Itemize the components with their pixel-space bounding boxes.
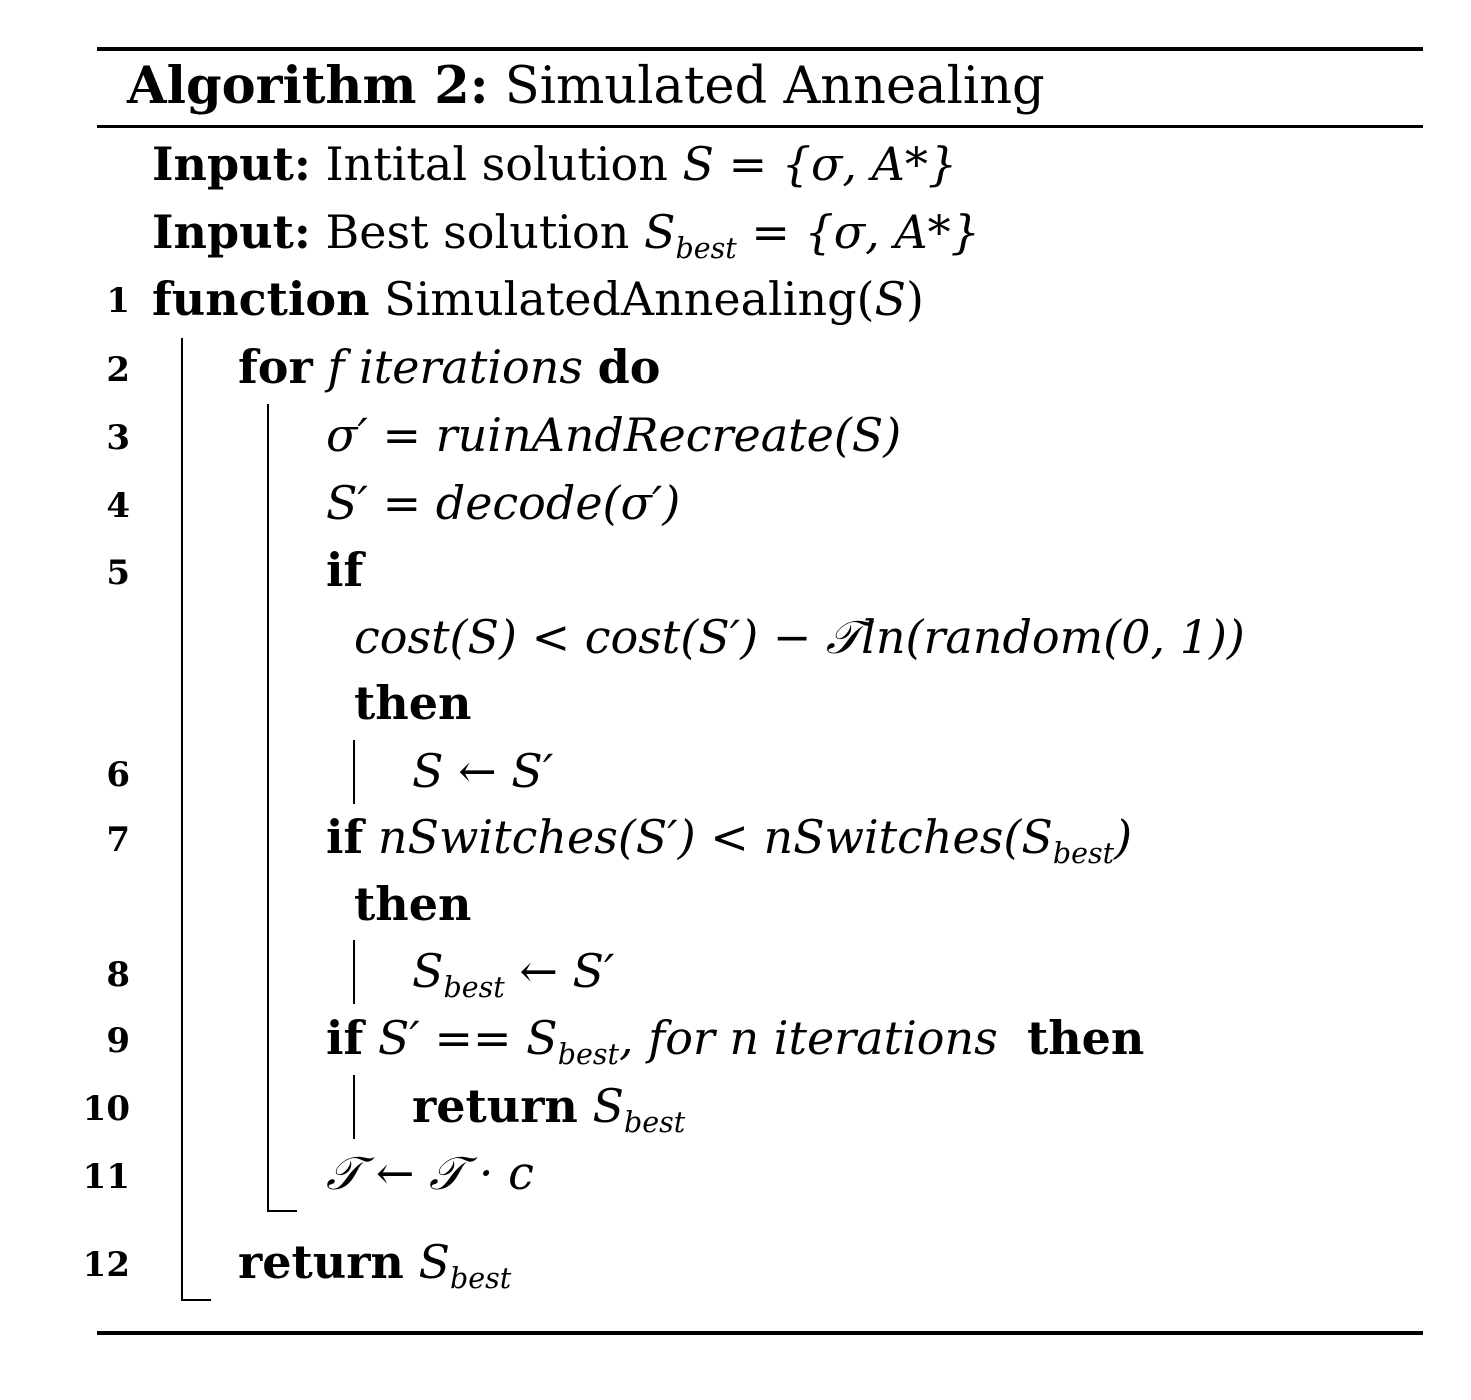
bottom-rule — [97, 1331, 1423, 1335]
keyword: return — [238, 1235, 404, 1289]
algorithm-caption — [127, 54, 1045, 119]
loop-var: f — [327, 340, 345, 394]
then-keyword: then — [354, 676, 472, 730]
input-math-sub: best — [675, 231, 737, 265]
math-sub: best — [443, 970, 505, 1004]
math-var: S — [418, 1235, 451, 1289]
keyword: for — [238, 340, 313, 394]
math-var: S — [592, 1079, 625, 1133]
if-block-bar-10 — [353, 1075, 355, 1139]
math-sub: best — [624, 1105, 686, 1139]
math-sub: best — [450, 1261, 512, 1295]
line-6: S ← S′ — [412, 744, 554, 798]
condition-sub: best — [557, 1037, 619, 1071]
line-number: 2 — [106, 350, 130, 390]
if-keyword: if — [326, 543, 364, 597]
keyword: then — [1026, 1011, 1145, 1065]
line-9 — [326, 1009, 1145, 1071]
function-arg: S — [874, 272, 907, 326]
line-8 — [412, 942, 615, 1004]
line-number: 5 — [106, 553, 130, 593]
line-number: 12 — [82, 1245, 130, 1285]
then-keyword: then — [354, 877, 472, 931]
line-number: 8 — [106, 955, 130, 995]
condition-b: , for n iterations — [618, 1011, 998, 1065]
line-number: 10 — [82, 1089, 130, 1129]
algorithm-title: Simulated Annealing — [504, 57, 1045, 116]
keyword: if — [326, 1011, 364, 1065]
line-number: 6 — [106, 755, 130, 795]
line-7 — [326, 808, 1133, 870]
function-block-end — [181, 1299, 211, 1301]
keyword: return — [412, 1079, 578, 1133]
condition-a: nSwitches(S′) < nSwitches(S — [377, 810, 1053, 864]
math-rest: ← S′ — [504, 944, 615, 998]
line-3: σ′ = ruinAndRecreate(S) — [326, 408, 902, 462]
keyword: if — [326, 810, 364, 864]
input-math: S = {σ, A*} — [682, 137, 958, 191]
condition-a: S′ == S — [377, 1011, 558, 1065]
top-rule — [97, 47, 1423, 51]
line-number: 1 — [106, 281, 130, 321]
line-1 — [152, 270, 924, 328]
keyword: do — [597, 340, 661, 394]
input-math-rest: = {σ, A*} — [736, 205, 980, 259]
line-5-condition: cost(S) < cost(S′) − 𝒯ln(random(0, 1)) — [354, 610, 1245, 664]
line-4: S′ = decode(σ′) — [326, 476, 681, 530]
line-number: 7 — [106, 820, 130, 860]
input-best-solution — [152, 203, 980, 265]
function-name: SimulatedAnnealing( — [384, 272, 875, 326]
line-2 — [238, 338, 660, 396]
function-block-bar — [181, 338, 183, 1301]
line-number: 9 — [106, 1021, 130, 1061]
input-text: Best solution — [325, 205, 630, 259]
condition-b: ) — [1114, 810, 1133, 864]
input-math-var: S — [643, 205, 676, 259]
line-11: 𝒯 ← 𝒯 · c — [326, 1146, 534, 1200]
algorithm-label: Algorithm 2: — [127, 56, 489, 116]
line-12 — [238, 1233, 512, 1295]
math-var: S — [412, 944, 444, 998]
condition-sub: best — [1052, 836, 1115, 870]
input-text: Intital solution — [325, 137, 668, 191]
function-close: ) — [906, 272, 924, 326]
input-keyword: Input: — [152, 205, 311, 259]
line-number: 3 — [106, 418, 130, 458]
input-initial-solution — [152, 135, 957, 193]
loop-text: iterations — [359, 340, 583, 394]
caption-rule — [97, 125, 1423, 128]
for-block-end — [267, 1210, 297, 1212]
input-keyword: Input: — [152, 137, 311, 191]
line-number: 4 — [106, 486, 130, 526]
if-block-bar-6 — [353, 740, 355, 804]
keyword: function — [152, 272, 370, 326]
line-number: 11 — [82, 1157, 130, 1197]
for-block-bar — [267, 404, 269, 1212]
line-10 — [412, 1077, 686, 1139]
if-block-bar-8 — [353, 940, 355, 1004]
